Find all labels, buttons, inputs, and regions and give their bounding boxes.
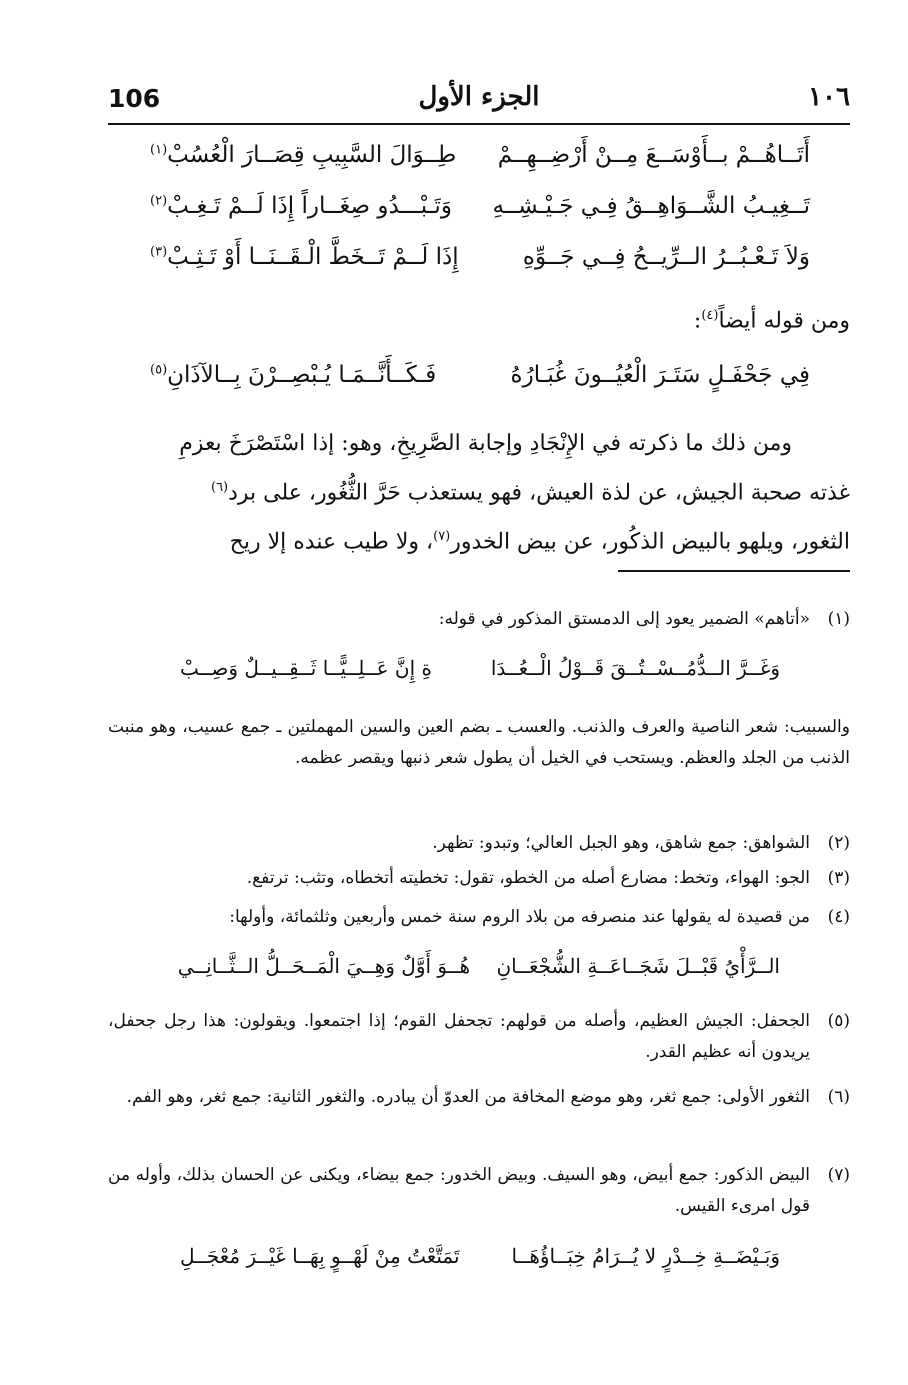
page-number-arabic: ١٠٦ bbox=[808, 82, 850, 112]
footnote-1 bbox=[108, 604, 850, 635]
footnote-5-number: (٥) bbox=[827, 1011, 850, 1031]
footnote-6-text: الثغور الأولى: جمع ثغر، وهو موضع المخافة من العدوّ أن يبادره. والثغور الثانية: جمع ثغر، وهو الفم. bbox=[126, 1087, 810, 1107]
paragraph-line-2: غذته صحبة الجيش، عن لذة العيش، فهو يستعذب حَرَّ الثُّغُور، على برد$^{(٦)}$ bbox=[210, 480, 850, 506]
intro-line: ومن قوله أيضاً$^{(٤)}$: bbox=[693, 308, 850, 334]
verse-1-first-hemistich: أَتَــاهُــمْ بــأَوْسَــعَ مِــنْ أَرْضِــهِــمْ bbox=[497, 142, 810, 168]
page-title: الجزء الأول bbox=[418, 82, 540, 112]
footnote-3-number: (٣) bbox=[827, 868, 850, 888]
footnote-4-verse-second: هُــوَ أَوَّلٌ وَهِــيَ الْمَــحَــلُّ الــثَّــانِــي bbox=[177, 954, 470, 978]
footnote-1-continuation: والسبيب: شعر الناصية والعرف والذنب. والعسب ـ بضم العين والسين المهملتين ـ جمع عسيب، وهو منبت الذنب من الجلد والعظم. ويستحب في الخيل أن يطول شعر ذنبها ويقصر عظمه. bbox=[108, 717, 850, 768]
footnote-2-text: الشواهق: جمع شاهق، وهو الجبل العالي؛ وتبدو: تظهر. bbox=[432, 833, 810, 853]
verse-3-first-hemistich: وَلاَ تَـعْـبُــرُ الــرِّيــحُ فِــي جَــوِّهِ bbox=[522, 244, 810, 270]
footnote-2 bbox=[108, 828, 850, 859]
footnote-5-text: الجحفل: الجيش العظيم، وأصله من قولهم: تجحفل القوم؛ إذا اجتمعوا. ويقولون: هذا رجل جحفل، يريدون أنه عظيم القدر. bbox=[108, 1011, 810, 1062]
verse-2-first-hemistich: تَــغِيـبُ الشَّــوَاهِــقُ فِـي جَـيْـشِــهِ bbox=[492, 193, 810, 219]
footnote-7-verse bbox=[180, 1244, 780, 1280]
body-paragraph bbox=[108, 422, 850, 565]
footnote-4-verse-first: الــرَّأْيُ قَبْــلَ شَجَــاعَــةِ الشُّجْعَــانِ bbox=[496, 954, 780, 978]
footnote-ref-2[interactable]: (٢) bbox=[150, 193, 168, 209]
footnote-1-text: «أتاهم» الضمير يعود إلى الدمستق المذكور في قوله: bbox=[438, 609, 810, 629]
footnote-ref-6[interactable]: (٦) bbox=[210, 480, 229, 495]
verse-1 bbox=[150, 142, 810, 188]
verse-1-second-hemistich: طِــوَالَ السَّبِيبِ قِصَــارَ الْعُسُبْ$^{(١)}$ bbox=[150, 142, 457, 168]
footnote-1-number: (١) bbox=[827, 609, 850, 629]
footnote-ref-1[interactable]: (١) bbox=[150, 142, 168, 158]
page-number-latin: 106 bbox=[108, 84, 161, 113]
footnote-3 bbox=[108, 863, 850, 894]
footnote-ref-3[interactable]: (٣) bbox=[150, 244, 168, 260]
header-rule bbox=[108, 123, 850, 125]
footnote-4 bbox=[108, 902, 850, 933]
footnote-7-number: (٧) bbox=[827, 1165, 850, 1185]
footnote-5 bbox=[108, 1006, 850, 1068]
footnote-7-verse-first: وَبَـيْضَــةِ خِــدْرٍ لا يُــرَامُ خِبَــاؤُهَــا bbox=[511, 1244, 780, 1268]
verse-2-second-hemistich: وَتَـبْـــدُو صِغَــاراً إِذَا لَــمْ تَـغِـبْ$^{(٢)}$ bbox=[150, 193, 452, 219]
verse-2 bbox=[150, 193, 810, 239]
footnote-4-verse bbox=[177, 954, 780, 990]
footnote-ref-4[interactable]: (٤) bbox=[701, 308, 719, 323]
page-header bbox=[108, 80, 850, 120]
footnote-7-text: البيض الذكور: جمع أبيض، وهو السيف. وبيض الخدور: جمع بيضاء، ويكنى عن الحسان بذلك، وأوله من قول امرىء القيس. bbox=[108, 1165, 810, 1216]
verse-4-second-hemistich: فَـكَــأَنَّــمَـا يُـبْصِــرْنَ بِــالآذَانِ$^{(٥)}$ bbox=[150, 362, 437, 388]
footnote-6-number: (٦) bbox=[827, 1087, 850, 1107]
verse-3 bbox=[150, 244, 810, 290]
verse-4 bbox=[150, 362, 810, 408]
footnote-2-number: (٢) bbox=[827, 833, 850, 853]
footnote-3-text: الجو: الهواء، وتخط: مضارع أصله من الخطو، تقول: تخطيته أتخطاه، وتثب: ترتفع. bbox=[246, 868, 810, 888]
footnote-separator bbox=[618, 570, 850, 572]
verse-3-second-hemistich: إِذَا لَــمْ تَــخَطَّ الْـقَــنَــا أَوْ تَـثِـبْ$^{(٣)}$ bbox=[150, 244, 459, 270]
footnote-7-verse-second: تَمَتَّعْتُ مِنْ لَهْــوٍ بِهَــا غَيْــرَ مُعْجَــلِ bbox=[180, 1244, 460, 1268]
verse-4-first-hemistich: فِي جَحْفَـلٍ سَتَـرَ الْعُيُــونَ غُبَـارُهُ bbox=[510, 362, 810, 388]
footnote-7 bbox=[108, 1160, 850, 1222]
footnote-1-verse bbox=[180, 656, 780, 692]
footnote-1-verse-second: ةِ إِنَّ عَــلِــيًّــا ثَــقِــيــلٌ وَصِــبْ bbox=[180, 656, 433, 680]
paragraph-line-3: الثغور، ويلهو بالبيض الذكُور، عن بيض الخدور$^{(٧)}$، ولا طيب عنده إلا ريح bbox=[229, 529, 850, 555]
footnote-ref-7[interactable]: (٧) bbox=[433, 529, 451, 545]
paragraph-line-1: ومن ذلك ما ذكرته في الإِنْجَادِ وإجابة الصَّرِيخِ، وهو: إذا اسْتَصْرَخَ بعزمِ bbox=[179, 431, 792, 456]
footnote-4-text: من قصيدة له يقولها عند منصرفه من بلاد الروم سنة خمس وأربعين وثلثمائة، وأولها: bbox=[229, 907, 810, 927]
footnote-ref-5[interactable]: (٥) bbox=[150, 362, 168, 378]
footnote-4-number: (٤) bbox=[827, 907, 850, 927]
footnote-6 bbox=[108, 1082, 850, 1113]
footnote-1-verse-first: وَغَــرَّ الــدُّمُــسْــتُــقَ قَــوْلُ الْــعُــدَا bbox=[490, 656, 780, 680]
